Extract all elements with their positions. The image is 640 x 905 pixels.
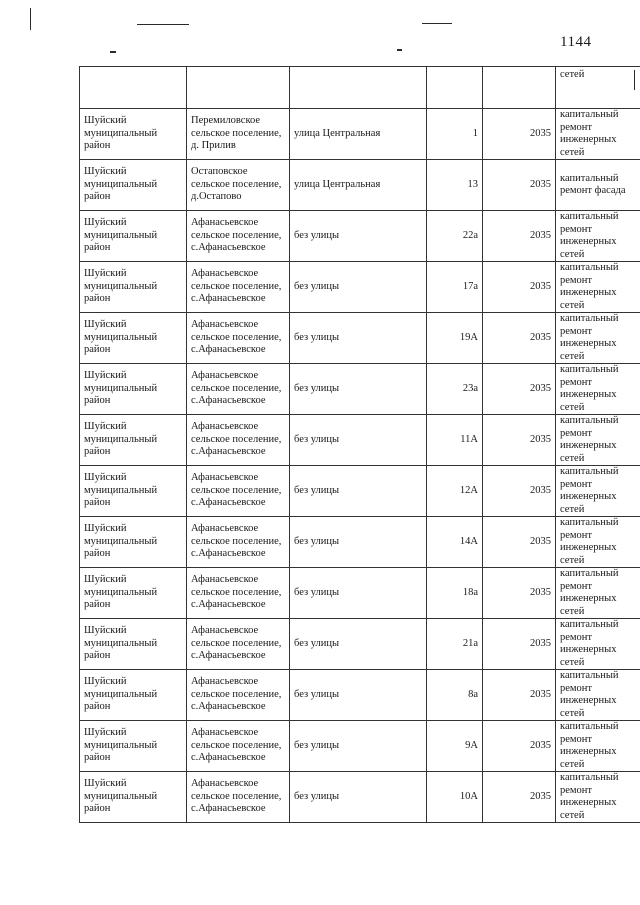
street-cell: без улицы — [290, 670, 427, 721]
house-number-cell: 14А — [427, 517, 483, 568]
scan-mark-left-edge — [30, 8, 31, 30]
scan-mark-top-dash-1 — [110, 51, 116, 53]
table-row — [80, 772, 640, 823]
table-row — [80, 466, 640, 517]
district-cell: Шуйский муниципальный район — [80, 415, 187, 466]
street-cell: без улицы — [290, 262, 427, 313]
work-type-cell: капитальный ремонт инженерных сетей — [556, 466, 640, 517]
street-cell: без улицы — [290, 568, 427, 619]
work-type-cell: капитальный ремонт инженерных сетей — [556, 211, 640, 262]
house-number-cell: 21а — [427, 619, 483, 670]
settlement-cell: Афанасьевское сельское поселение, с.Афанасьевское — [187, 568, 290, 619]
year-cell: 2035 — [483, 364, 556, 415]
table-row — [80, 364, 640, 415]
district-cell: Шуйский муниципальный район — [80, 262, 187, 313]
street-cell: без улицы — [290, 721, 427, 772]
work-type-cell: капитальный ремонт инженерных сетей — [556, 619, 640, 670]
settlement-cell: Афанасьевское сельское поселение, с.Афанасьевское — [187, 517, 290, 568]
table-row — [80, 211, 640, 262]
settlement-cell: Афанасьевское сельское поселение, с.Афанасьевское — [187, 721, 290, 772]
district-cell: Шуйский муниципальный район — [80, 160, 187, 211]
year-cell: 2035 — [483, 211, 556, 262]
year-cell: 2035 — [483, 109, 556, 160]
work-type-cell: капитальный ремонт инженерных сетей — [556, 109, 640, 160]
work-type-cell: капитальный ремонт инженерных сетей — [556, 772, 640, 823]
work-type-cell: капитальный ремонт инженерных сетей — [556, 262, 640, 313]
work-type-cell: капитальный ремонт инженерных сетей — [556, 364, 640, 415]
year-cell: 2035 — [483, 619, 556, 670]
scan-mark-top-line-2 — [422, 23, 452, 24]
scan-mark-top-line-1 — [137, 24, 189, 25]
settlement-cell: Остаповское сельское поселение, д.Остапово — [187, 160, 290, 211]
continued-row — [80, 67, 640, 109]
year-cell: 2035 — [483, 670, 556, 721]
house-number-cell: 23а — [427, 364, 483, 415]
district-cell: Шуйский муниципальный район — [80, 211, 187, 262]
continued-street-cell — [290, 67, 427, 109]
work-type-cell: капитальный ремонт фасада — [556, 160, 640, 211]
continued-house-cell — [427, 67, 483, 109]
district-cell: Шуйский муниципальный район — [80, 313, 187, 364]
street-cell: улица Центральная — [290, 109, 427, 160]
table-row — [80, 262, 640, 313]
settlement-cell: Афанасьевское сельское поселение, с.Афанасьевское — [187, 313, 290, 364]
house-number-cell: 10А — [427, 772, 483, 823]
table-row — [80, 109, 640, 160]
street-cell: без улицы — [290, 772, 427, 823]
year-cell: 2035 — [483, 466, 556, 517]
scan-mark-top-dash-2 — [397, 49, 402, 51]
district-cell: Шуйский муниципальный район — [80, 109, 187, 160]
work-type-cell: капитальный ремонт инженерных сетей — [556, 670, 640, 721]
table-row — [80, 313, 640, 364]
continued-work-cell: сетей — [556, 67, 640, 109]
year-cell: 2035 — [483, 721, 556, 772]
table-row — [80, 670, 640, 721]
housing-register-table — [79, 66, 640, 823]
settlement-cell: Афанасьевское сельское поселение, с.Афанасьевское — [187, 211, 290, 262]
house-number-cell: 8а — [427, 670, 483, 721]
district-cell: Шуйский муниципальный район — [80, 670, 187, 721]
district-cell: Шуйский муниципальный район — [80, 364, 187, 415]
settlement-cell: Афанасьевское сельское поселение, с.Афанасьевское — [187, 670, 290, 721]
house-number-cell: 13 — [427, 160, 483, 211]
house-number-cell: 12А — [427, 466, 483, 517]
settlement-cell: Перемиловское сельское поселение, д. Прилив — [187, 109, 290, 160]
settlement-cell: Афанасьевское сельское поселение, с.Афанасьевское — [187, 262, 290, 313]
work-type-cell: капитальный ремонт инженерных сетей — [556, 415, 640, 466]
house-number-cell: 9А — [427, 721, 483, 772]
continued-year-cell — [483, 67, 556, 109]
district-cell: Шуйский муниципальный район — [80, 772, 187, 823]
settlement-cell: Афанасьевское сельское поселение, с.Афанасьевское — [187, 466, 290, 517]
table-row — [80, 415, 640, 466]
street-cell: без улицы — [290, 415, 427, 466]
table-row — [80, 568, 640, 619]
house-number-cell: 18а — [427, 568, 483, 619]
table-row — [80, 160, 640, 211]
street-cell: без улицы — [290, 517, 427, 568]
year-cell: 2035 — [483, 772, 556, 823]
street-cell: без улицы — [290, 211, 427, 262]
continued-district-cell — [80, 67, 187, 109]
year-cell: 2035 — [483, 517, 556, 568]
district-cell: Шуйский муниципальный район — [80, 721, 187, 772]
settlement-cell: Афанасьевское сельское поселение, с.Афанасьевское — [187, 772, 290, 823]
house-number-cell: 17а — [427, 262, 483, 313]
work-type-cell: капитальный ремонт инженерных сетей — [556, 517, 640, 568]
work-type-cell: капитальный ремонт инженерных сетей — [556, 568, 640, 619]
table-row — [80, 517, 640, 568]
year-cell: 2035 — [483, 415, 556, 466]
street-cell: улица Центральная — [290, 160, 427, 211]
year-cell: 2035 — [483, 313, 556, 364]
year-cell: 2035 — [483, 160, 556, 211]
table-body — [80, 67, 640, 823]
work-type-cell: капитальный ремонт инженерных сетей — [556, 721, 640, 772]
street-cell: без улицы — [290, 313, 427, 364]
table-row — [80, 721, 640, 772]
page-number: 1144 — [560, 34, 592, 50]
street-cell: без улицы — [290, 619, 427, 670]
house-number-cell: 11А — [427, 415, 483, 466]
settlement-cell: Афанасьевское сельское поселение, с.Афанасьевское — [187, 364, 290, 415]
work-type-cell: капитальный ремонт инженерных сетей — [556, 313, 640, 364]
house-number-cell: 22а — [427, 211, 483, 262]
settlement-cell: Афанасьевское сельское поселение, с.Афанасьевское — [187, 415, 290, 466]
continued-settlement-cell — [187, 67, 290, 109]
district-cell: Шуйский муниципальный район — [80, 619, 187, 670]
house-number-cell: 1 — [427, 109, 483, 160]
district-cell: Шуйский муниципальный район — [80, 568, 187, 619]
table-row — [80, 619, 640, 670]
house-number-cell: 19А — [427, 313, 483, 364]
district-cell: Шуйский муниципальный район — [80, 517, 187, 568]
district-cell: Шуйский муниципальный район — [80, 466, 187, 517]
settlement-cell: Афанасьевское сельское поселение, с.Афанасьевское — [187, 619, 290, 670]
street-cell: без улицы — [290, 466, 427, 517]
year-cell: 2035 — [483, 262, 556, 313]
year-cell: 2035 — [483, 568, 556, 619]
street-cell: без улицы — [290, 364, 427, 415]
